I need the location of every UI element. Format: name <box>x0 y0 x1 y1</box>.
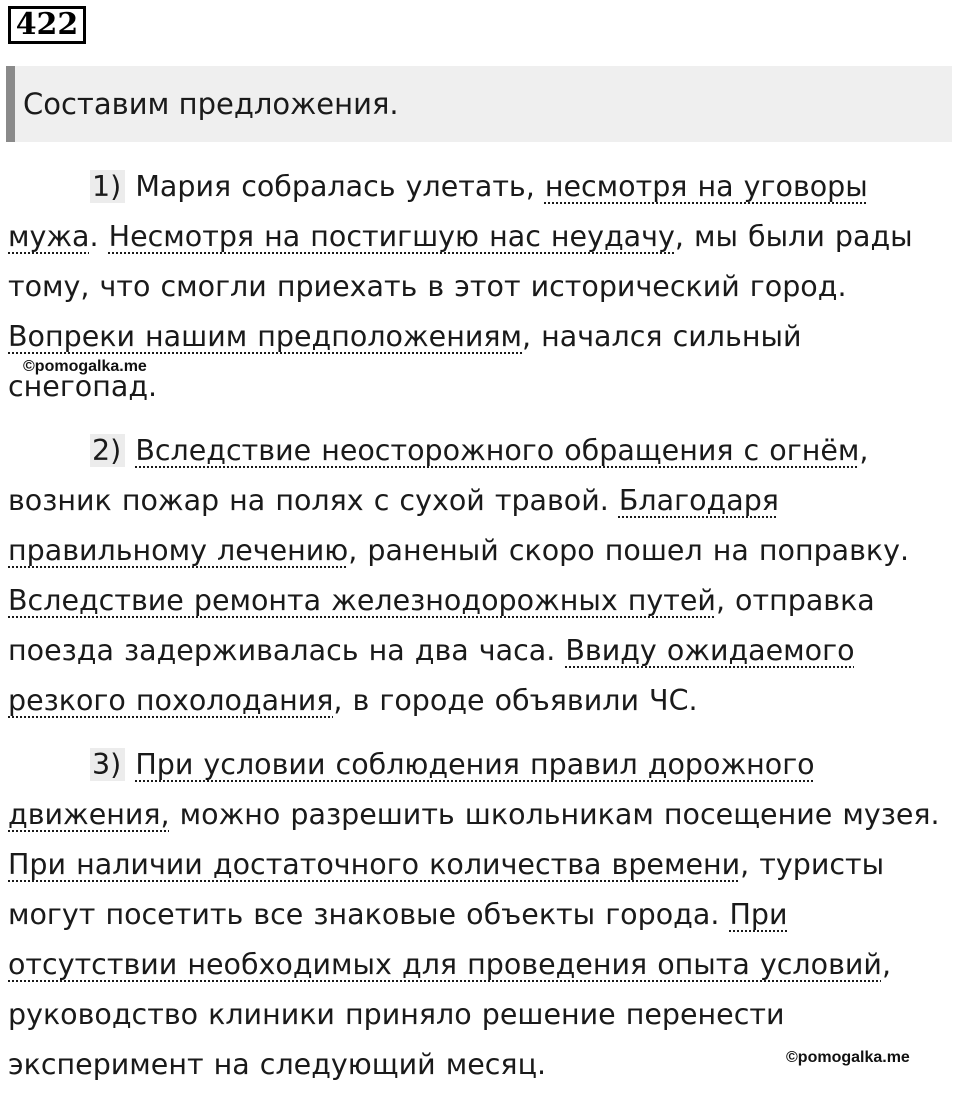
answer-content <box>8 162 952 1104</box>
sentence-text: , раненый скоро пошел на поправку. <box>348 534 910 567</box>
sentence-text <box>125 434 135 467</box>
section-heading-text: Составим предложения. <box>23 87 399 121</box>
item-number: 2) <box>90 434 125 467</box>
section-heading <box>6 66 952 142</box>
sentence-text: , отправка поезда задерживалась на два часа. <box>8 584 875 667</box>
underlined-phrase: При условии соблюдения правил дорожного движения, <box>8 748 815 831</box>
sentence-text: , в городе объявили ЧС. <box>333 684 698 717</box>
sentence-group-3 <box>8 740 952 1090</box>
task-number: 422 <box>8 6 86 44</box>
underlined-phrase: При отсутствии необходимых для проведения опыта условий <box>8 898 882 981</box>
sentence-group-2 <box>8 426 952 726</box>
underlined-phrase: Благодаря правильному лечению <box>8 484 779 567</box>
underlined-phrase: Несмотря на постигшую нас неудачу <box>108 220 675 253</box>
sentence-text: , мы были рады тому, что смогли приехать в этот исторический город. <box>8 220 913 303</box>
item-number: 3) <box>90 748 125 781</box>
underlined-phrase: несмотря на уговоры мужа <box>8 170 868 253</box>
underlined-phrase: При наличии достаточного количества времени <box>8 848 741 881</box>
item-number: 1) <box>90 170 125 203</box>
underlined-phrase: Ввиду ожидаемого резкого похолодания <box>8 634 855 717</box>
sentence-text: , начался сильный снегопад. <box>8 320 802 403</box>
sentence-text: можно разрешить школьникам посещение музея. <box>169 798 940 831</box>
underlined-phrase: Вопреки нашим предположениям <box>8 320 522 353</box>
sentence-group-1 <box>8 162 952 412</box>
watermark: ©pomogalka.me <box>786 1049 910 1066</box>
sentence-text <box>125 748 135 781</box>
underlined-phrase: Вследствие неосторожного обращения с огнём <box>135 434 860 467</box>
sentence-text: Мария собралась улетать, <box>125 170 545 203</box>
sentence-text: . <box>89 220 109 253</box>
watermark: ©pomogalka.me <box>23 358 147 375</box>
underlined-phrase: Вследствие ремонта железнодорожных путей <box>8 584 716 617</box>
sentence-text: , туристы могут посетить все знаковые объекты города. <box>8 848 885 931</box>
sentence-text: , руководство клиники приняло решение перенести эксперимент на следующий месяц. <box>8 948 891 1081</box>
sentence-text: , возник пожар на полях с сухой травой. <box>8 434 869 517</box>
